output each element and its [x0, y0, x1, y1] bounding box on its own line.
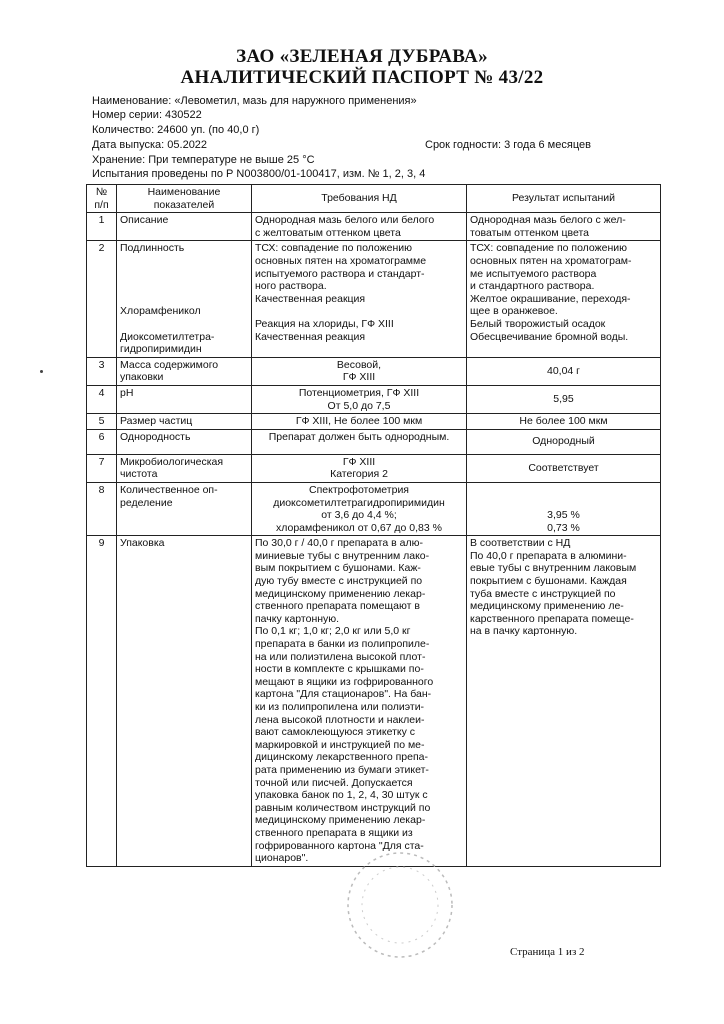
- row-num: 6: [87, 429, 117, 454]
- specification-table: [86, 184, 661, 867]
- row-num: 7: [87, 454, 117, 482]
- row-requirement: ТСХ: совпадение по положению основных пятен на хроматограмме испытуемого раствора и стандарт- ного раствора. Качественная реакция Реакция на хлориды, ГФ XIII Качественная реакция: [252, 241, 467, 357]
- row-result: 5,95: [467, 385, 661, 413]
- table-row: [87, 414, 661, 430]
- header-num: № п/п: [87, 185, 117, 213]
- row-num: 4: [87, 385, 117, 413]
- row-name: Размер частиц: [117, 414, 252, 430]
- row-requirement: Потенциометрия, ГФ XIII От 5,0 до 7,5: [252, 385, 467, 413]
- row-requirement: Препарат должен быть однородным.: [252, 429, 467, 454]
- row-name: pH: [117, 385, 252, 413]
- row-requirement: По 30,0 г / 40,0 г препарата в алю- миниевые тубы с внутренним лако- вым покрытием с бушонами. Каж- дую тубу вместе с инструкцией по медицинскому применению лекар- ственного препарата помещают в пачку картонную. По 0,1 кг; 1,0 кг; 2,0 кг или 5,0 кг препарата в банки из полипропиле- на или полиэтилена высокой плот- ности в комплекте с крышками по- мещают в ящики из гофрированного картона "Для стационаров". На бан- ки из полипропилена или полиэти- лена высокой плотности и наклеи- вают самоклеющуюся этикетку с маркировкой и инструкцией по ме- дицинскому лекарственного препа- рата применению из бумаги этикет- точной или писчей. Допускается упаковка банок по 1, 2, 4, 30 штук с равным количеством инструкций по медицинскому применению лекар- ственного препарата в ящики из гофрированного картона "Для ста- ционаров".: [252, 536, 467, 866]
- row-result: ТСХ: совпадение по положению основных пятен на хроматограм- ме испытуемого раствора и стандартного раствора. Желтое окрашивание, переходя- щее в оранжевое. Белый творожистый осадок Обесцвечивание бромной воды.: [467, 241, 661, 357]
- row-result: Не более 100 мкм: [467, 414, 661, 430]
- info-release-date: Дата выпуска: 05.2022: [92, 139, 208, 151]
- row-num: 9: [87, 536, 117, 866]
- row-requirement: ГФ XIII Категория 2: [252, 454, 467, 482]
- row-requirement: Весовой, ГФ XIII: [252, 357, 467, 385]
- table-row: [87, 385, 661, 413]
- info-series: Номер серии: 430522: [92, 109, 202, 121]
- row-result: В соответствии с НД По 40,0 г препарата в алюмини- евые тубы с внутренним лаковым покрытием с бушонами. Каждая туба вместе с инструкцией по медицинскому применению ле- карственного препарата помеще- на в пачку картонную.: [467, 536, 661, 866]
- info-name: Наименование: «Левометил, мазь для наружного применения»: [92, 95, 417, 107]
- row-name: Описание: [117, 213, 252, 241]
- header-name: Наименование показателей: [117, 185, 252, 213]
- row-num: 5: [87, 414, 117, 430]
- header-requirements: Требования НД: [252, 185, 467, 213]
- row-result: 40,04 г: [467, 357, 661, 385]
- document-title: АНАЛИТИЧЕСКИЙ ПАСПОРТ № 43/22: [180, 67, 544, 88]
- company-name: ЗАО «ЗЕЛЕНАЯ ДУБРАВА»: [236, 46, 488, 67]
- row-result: Соответствует: [467, 454, 661, 482]
- row-result: Однородная мазь белого с жел- товатым оттенком цвета: [467, 213, 661, 241]
- row-name: Однородность: [117, 429, 252, 454]
- row-num: 2: [87, 241, 117, 357]
- table-header-row: [87, 185, 661, 213]
- row-requirement: ГФ XIII, Не более 100 мкм: [252, 414, 467, 430]
- row-num: 1: [87, 213, 117, 241]
- table-row: [87, 536, 661, 866]
- info-tests: Испытания проведены по Р N003800/01-100417, изм. № 1, 2, 3, 4: [92, 168, 426, 180]
- row-result: 3,95 % 0,73 %: [467, 482, 661, 535]
- row-result: Однородный: [467, 429, 661, 454]
- table-row: [87, 454, 661, 482]
- header-result: Результат испытаний: [467, 185, 661, 213]
- table-row: [87, 357, 661, 385]
- row-name: Подлинность Хлорамфеникол Диоксометилтетра- гидропиримидин: [117, 241, 252, 357]
- faint-stamp-icon: [340, 845, 460, 965]
- row-name: Масса содержимого упаковки: [117, 357, 252, 385]
- table-row: [87, 429, 661, 454]
- row-name: Количественное оп- ределение: [117, 482, 252, 535]
- row-requirement: Спектрофотометрия диоксометилтетрагидропиримидин от 3,6 до 4,4 %; хлорамфеникол от 0,67 до 0,83 %: [252, 482, 467, 535]
- info-shelf-life: Срок годности: 3 года 6 месяцев: [425, 139, 591, 151]
- table-row: [87, 241, 661, 357]
- row-name: Микробиологическая чистота: [117, 454, 252, 482]
- row-num: 3: [87, 357, 117, 385]
- row-name: Упаковка: [117, 536, 252, 866]
- row-requirement: Однородная мазь белого или белого с желтоватым оттенком цвета: [252, 213, 467, 241]
- table-row: [87, 213, 661, 241]
- info-storage: Хранение: При температуре не выше 25 °С: [92, 154, 315, 166]
- table-row: [87, 482, 661, 535]
- page-number: Страница 1 из 2: [510, 946, 585, 958]
- info-quantity: Количество: 24600 уп. (по 40,0 г): [92, 124, 260, 136]
- row-num: 8: [87, 482, 117, 535]
- scan-speck: [40, 370, 43, 373]
